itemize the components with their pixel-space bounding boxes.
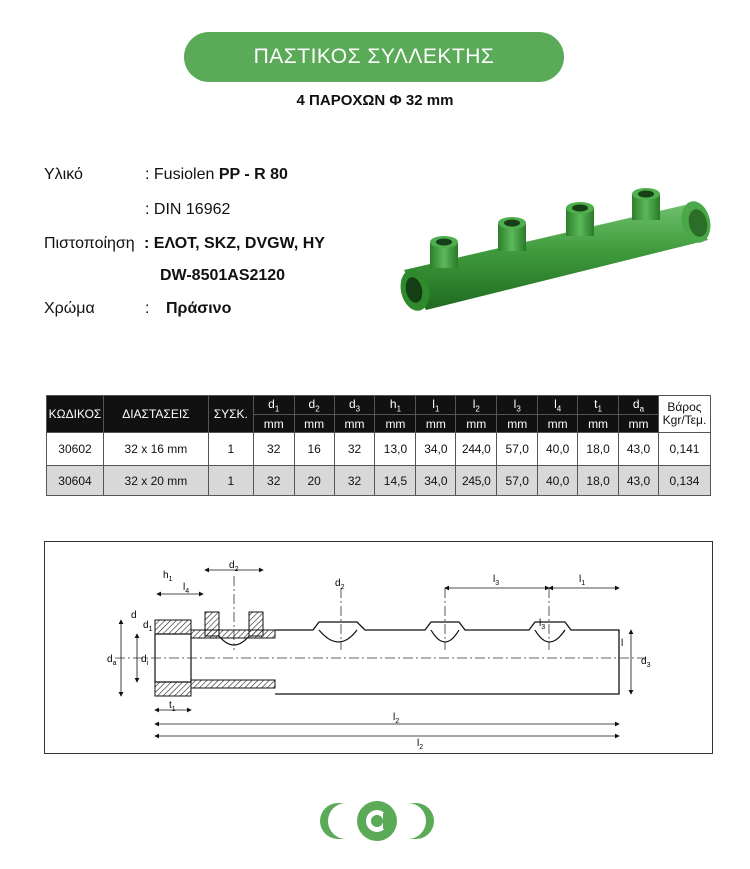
header-l3 bbox=[497, 396, 538, 415]
header-d1-index: 1 bbox=[274, 404, 280, 414]
material-grade: PP - R 80 bbox=[218, 166, 288, 183]
dim-d3-label: $d_3$ bbox=[641, 656, 651, 669]
header-t1-index: 1 bbox=[597, 404, 602, 414]
page-title: ΠΑΣΤΙΚΟΣ ΣΥΛΛΕΚΤΗΣ bbox=[253, 45, 495, 68]
cell-pack: 1 bbox=[208, 433, 253, 466]
tee-outlets bbox=[319, 630, 565, 642]
socket-end-section bbox=[155, 612, 275, 696]
header-h1-index: 1 bbox=[396, 404, 402, 414]
header-l1 bbox=[416, 396, 456, 415]
unit-cell: mm bbox=[619, 415, 659, 433]
standard-value: : DIN 16962 bbox=[145, 201, 231, 218]
cell-h1: 14,5 bbox=[375, 466, 416, 496]
header-t1 bbox=[578, 396, 619, 415]
cell-l3: 57,0 bbox=[497, 466, 538, 496]
table-row bbox=[47, 466, 711, 496]
header-d3 bbox=[334, 396, 375, 415]
dim-da-label: $d_a$ bbox=[107, 654, 117, 667]
manifold-product-image bbox=[390, 170, 720, 330]
cell-code: 30602 bbox=[47, 433, 104, 466]
header-l1-symbol: l bbox=[432, 396, 435, 411]
cell-d1: 32 bbox=[253, 466, 294, 496]
dim-d-small-label: d bbox=[131, 610, 137, 621]
cell-l2: 245,0 bbox=[456, 466, 497, 496]
dimensions-table bbox=[46, 395, 711, 496]
cell-d3: 32 bbox=[334, 433, 375, 466]
unit-cell: mm bbox=[497, 415, 538, 433]
header-pack: ΣΥΣΚ. bbox=[208, 396, 253, 433]
unit-cell: mm bbox=[538, 415, 578, 433]
header-l1-index: 1 bbox=[434, 404, 440, 414]
color-label: Χρώμα bbox=[44, 300, 95, 317]
header-code: ΚΩΔΙΚΟΣ bbox=[47, 396, 104, 433]
title-banner bbox=[184, 32, 564, 82]
header-d1 bbox=[253, 396, 294, 415]
material-value bbox=[145, 166, 288, 184]
cell-d2: 20 bbox=[294, 466, 334, 496]
dim-h1-label: $h_1$ bbox=[163, 570, 173, 583]
dim-di-label: $d_i$ bbox=[141, 654, 149, 667]
unit-cell: mm bbox=[375, 415, 416, 433]
cell-code: 30604 bbox=[47, 466, 104, 496]
cell-l4: 40,0 bbox=[538, 433, 578, 466]
cell-pack: 1 bbox=[208, 466, 253, 496]
dim-d2-mid-label: $d_2$ bbox=[335, 578, 345, 591]
certification-label: Πιστοποίηση bbox=[44, 235, 135, 252]
color-value: Πράσινο bbox=[166, 300, 232, 317]
technical-drawing-frame bbox=[44, 541, 713, 754]
header-l3-symbol: l bbox=[513, 396, 517, 411]
cell-dimensions: 32 x 20 mm bbox=[103, 466, 208, 496]
page-subtitle: 4 ΠΑΡΟΧΩΝ Φ 32 mm bbox=[296, 92, 454, 109]
header-weight-line2: Kgr/Τεμ. bbox=[662, 413, 707, 427]
table-header-row bbox=[47, 396, 711, 415]
header-l2-symbol: l bbox=[472, 396, 476, 411]
spec-list bbox=[44, 166, 364, 326]
color-separator: : bbox=[145, 300, 150, 317]
unit-cell: mm bbox=[578, 415, 619, 433]
brand-logo bbox=[316, 799, 438, 843]
material-label: Υλικό bbox=[44, 166, 83, 183]
cell-t1: 18,0 bbox=[578, 466, 619, 496]
header-d1-symbol: d bbox=[268, 396, 275, 411]
unit-cell: mm bbox=[253, 415, 294, 433]
cell-t1: 18,0 bbox=[578, 433, 619, 466]
cell-weight: 0,141 bbox=[658, 433, 710, 466]
certification-value: : ΕΛΟΤ, SKZ, DVGW, HY bbox=[144, 235, 325, 252]
header-d3-symbol: d bbox=[348, 396, 356, 411]
header-l2 bbox=[456, 396, 497, 415]
table-row bbox=[47, 433, 711, 466]
cell-h1: 13,0 bbox=[375, 433, 416, 466]
unit-cell: mm bbox=[294, 415, 334, 433]
dim-l1-label: $l_1$ bbox=[579, 574, 586, 587]
dim-l3-inner-label: $l_3$ bbox=[539, 618, 546, 631]
header-l3-index: 3 bbox=[516, 404, 521, 414]
header-l4 bbox=[538, 396, 578, 415]
dim-d1-label: $d_1$ bbox=[143, 620, 153, 633]
header-dimensions: ΔΙΑΣΤΑΣΕΙΣ bbox=[103, 396, 208, 433]
cell-l1: 34,0 bbox=[416, 466, 456, 496]
cell-da: 43,0 bbox=[619, 433, 659, 466]
unit-cell: mm bbox=[334, 415, 375, 433]
header-d2-symbol: d bbox=[308, 396, 316, 411]
header-da-index: a bbox=[639, 404, 645, 414]
cell-l1: 34,0 bbox=[416, 433, 456, 466]
header-da-symbol: d bbox=[632, 396, 640, 411]
header-t1-symbol: t bbox=[594, 396, 598, 411]
header-da bbox=[619, 396, 659, 415]
dim-t1-label: $t_1$ bbox=[169, 700, 176, 713]
header-h1-symbol: h bbox=[389, 396, 397, 411]
dim-d2-top-label: $d_2$ bbox=[229, 560, 239, 573]
dim-l2-upper-label: $l_2$ bbox=[393, 712, 400, 725]
header-weight-line1: Βάρος bbox=[667, 400, 702, 414]
header-weight bbox=[658, 396, 710, 433]
cell-da: 43,0 bbox=[619, 466, 659, 496]
cell-l4: 40,0 bbox=[538, 466, 578, 496]
header-l4-index: 4 bbox=[556, 404, 562, 414]
cell-d3: 32 bbox=[334, 466, 375, 496]
dim-l2-lower-label: $l_2$ bbox=[417, 738, 424, 751]
unit-cell: mm bbox=[416, 415, 456, 433]
header-d2-index: 2 bbox=[315, 404, 320, 414]
dim-l3-label: $l_3$ bbox=[493, 574, 500, 587]
unit-cell: mm bbox=[456, 415, 497, 433]
header-d2 bbox=[294, 396, 334, 415]
header-l2-index: 2 bbox=[475, 404, 480, 414]
dim-l-right-label: l bbox=[621, 638, 624, 649]
header-d3-index: 3 bbox=[355, 404, 361, 414]
technical-drawing bbox=[45, 542, 711, 752]
material-prefix: : Fusiolen bbox=[145, 166, 219, 183]
header-l4-symbol: l bbox=[554, 396, 557, 411]
cell-l3: 57,0 bbox=[497, 433, 538, 466]
certification-code: DW-8501AS2120 bbox=[160, 267, 286, 284]
cell-dimensions: 32 x 16 mm bbox=[103, 433, 208, 466]
cell-d1: 32 bbox=[253, 433, 294, 466]
dimension-lines bbox=[121, 570, 631, 736]
header-h1 bbox=[375, 396, 416, 415]
cell-d2: 16 bbox=[294, 433, 334, 466]
dim-l4-label: $l_4$ bbox=[183, 582, 190, 595]
cell-l2: 244,0 bbox=[456, 433, 497, 466]
cell-weight: 0,134 bbox=[658, 466, 710, 496]
